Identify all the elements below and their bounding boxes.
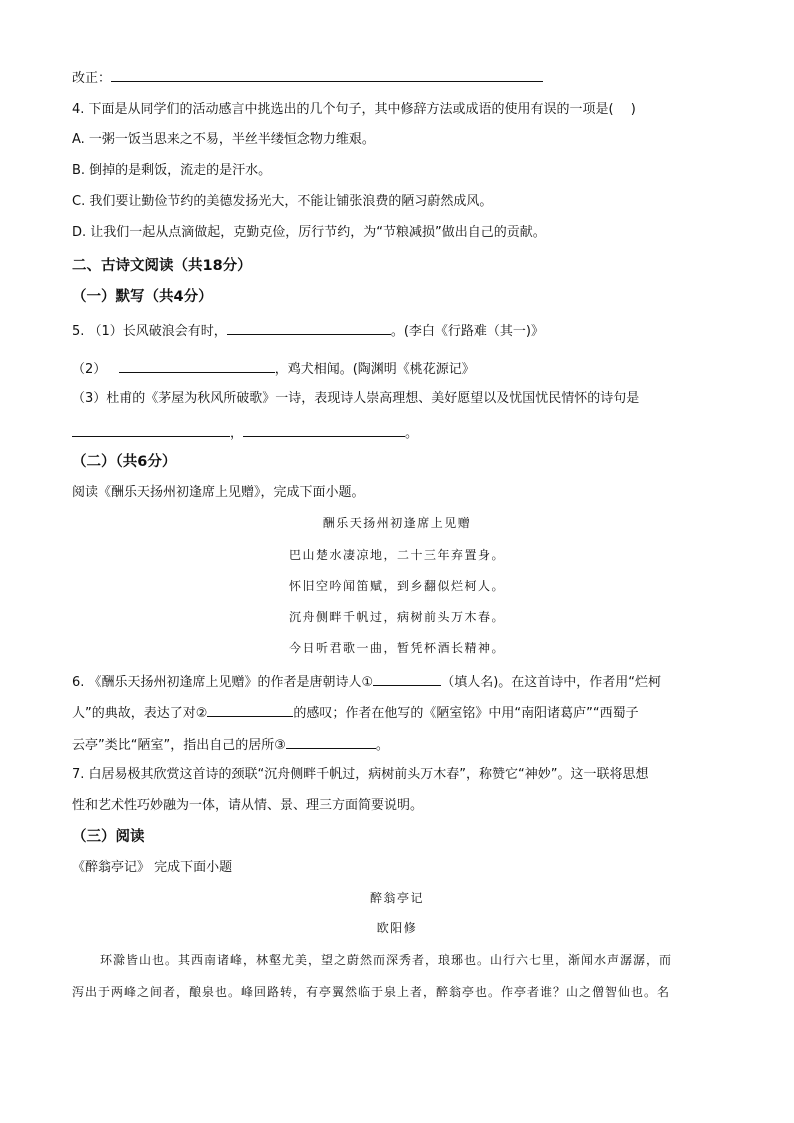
q6-line-2 [72,703,639,723]
q4-stem: 4. 下面是从同学们的活动感言中挑选出的几个句子，其中修辞方法或成语的使用有误的一项是( ) [72,102,636,117]
q6-blank-2[interactable] [207,703,293,717]
q5-3-stem: （3）杜甫的《茅屋为秋风所破歌》一诗，表现诗人崇高理想、美好愿望以及忧国忧民情怀的诗句是 [72,391,640,406]
q5-1-prefix: 5. （1）长风破浪会有时， [72,324,227,339]
reading-3-intro: 《醉翁亭记》 完成下面小题 [72,860,233,875]
q4-option-c: C. 我们要让勤俭节约的美德发扬光大，不能让铺张浪费的陋习蔚然成风。 [72,194,493,209]
poem-line: 怀旧空吟闻笛赋，到乡翻似烂柯人。 [288,579,505,593]
q6-line-1-prefix: 6. 《酬乐天扬州初逢席上见赠》的作者是唐朝诗人① [72,675,374,690]
subsection-3-title: （三）阅读 [72,829,145,845]
q5-3-blanks [72,423,418,443]
subsection-1-title: （一）默写（共4分） [72,289,213,305]
poem-line: 沉舟侧畔千帆过，病树前头万木春。 [288,610,505,624]
poem-line: 今日听君歌一曲，暂凭杯酒长精神。 [288,641,505,655]
correction-blank[interactable] [111,68,543,82]
q7-line-1: 7. 白居易极其欣赏这首诗的颈联“沉舟侧畔千帆过，病树前头万木春”，称赞它“神妙”。这一联将思想 [72,767,649,782]
q5-3-blank-1[interactable] [72,423,230,437]
q6-line-1 [72,672,661,692]
q5-1-source: 。(李白《行路难（其一)》 [390,324,544,339]
q5-1-blank[interactable] [227,321,391,335]
q5-2-prefix: （2） [72,362,107,377]
q6-line-2-prefix: 人”的典故，表达了对② [72,706,208,721]
q6-line-1-suffix: （填人名)。在这首诗中，作者用“烂柯 [441,675,662,690]
q5-2 [72,359,475,379]
essay-title: 醉翁亭记 [369,891,424,905]
q6-blank-1[interactable] [373,672,441,686]
reading-intro: 阅读《酬乐天扬州初逢席上见赠》，完成下面小题。 [72,485,365,500]
essay-line: 环滁皆山也。其西南诸峰，林壑尤美，望之蔚然而深秀者，琅琊也。山行六七里，渐闻水声潺潺，而 [100,953,673,967]
q6-blank-3[interactable] [286,735,376,749]
q6-line-3-prefix: 云亭”类比“陋室”，指出自己的居所③ [72,738,286,753]
q4-option-b: B. 倒掉的是剩饭，流走的是汗水。 [72,163,272,178]
q4-option-a: A. 一粥一饭当思来之不易，半丝半缕恒念物力维艰。 [72,132,375,147]
q4-option-d: D. 让我们一起从点滴做起，克勤克俭，厉行节约，为“节粮减损”做出自己的贡献。 [72,225,546,240]
q7-line-2: 性和艺术性巧妙融为一体，请从情、景、理三方面简要说明。 [72,798,424,813]
q5-3-period: 。 [405,426,419,441]
essay-author: 欧阳修 [376,921,418,935]
q5-2-suffix: ，鸡犬相闻。(陶渊明《桃花源记》 [274,362,475,377]
q5-3-blank-2[interactable] [243,423,405,437]
essay-line: 泻出于两峰之间者，酿泉也。峰回路转，有亭翼然临于泉上者，醉翁亭也。作亭者谁？山之僧智仙也。名 [72,985,671,999]
q5-3-comma: ， [230,426,244,441]
poem-title: 酬乐天扬州初逢席上见赠 [322,516,472,530]
poem-line: 巴山楚水凄凉地，二十三年弃置身。 [288,548,505,562]
section-title: 二、古诗文阅读（共18分） [72,258,252,274]
subsection-2-title: （二）（共6分） [72,454,177,470]
q5-2-blank[interactable] [119,359,275,373]
q6-line-2-suffix: 的感叹；作者在他写的《陋室铭》中用“南阳诸葛庐”“西蜀子 [293,706,639,721]
q6-line-3 [72,735,389,755]
q5-1 [72,321,544,341]
correction-row [72,68,543,88]
q6-line-3-period: 。 [375,738,389,753]
correction-label: 改正： [72,71,112,86]
